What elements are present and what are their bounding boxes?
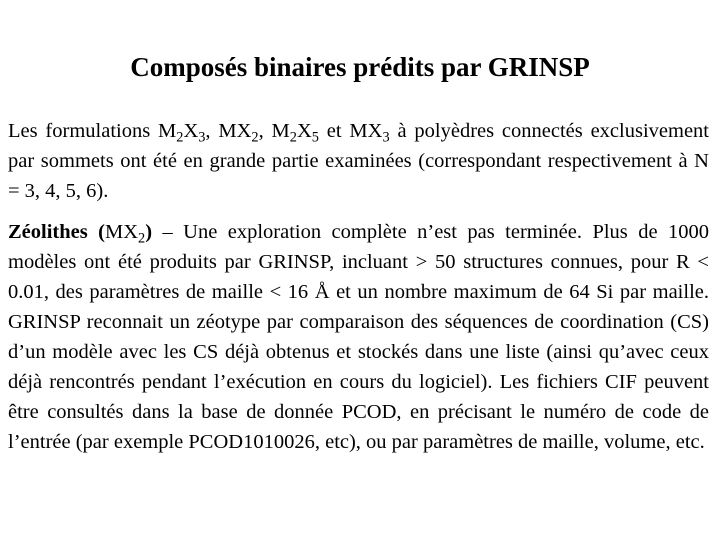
text-segment: et MX bbox=[318, 120, 383, 142]
paragraph-zeolithes bbox=[8, 217, 709, 457]
subscript: 2 bbox=[289, 129, 297, 146]
subscript: 2 bbox=[251, 129, 259, 146]
text-segment: , MX bbox=[205, 120, 252, 142]
text-segment: , M bbox=[258, 120, 290, 142]
subscript: 2 bbox=[138, 230, 146, 247]
paragraph-body: – Une exploration complète n’est pas terminée. Plus de 1000 modèles ont été produits par GRINSP, incluant > 50 structures connues, pour R < 0.01, des paramètres de maille < 16 Å et un nombre maximum de 64 Si par maille. GRINSP reconnait un zéotype par comparaison des séquences de coordination (CS) d’un modèle avec les CS déjà obtenus et stockés dans une liste (ainsi qu’avec ceux déjà rencontrés pendant l’exécution en cours du logiciel). Les fichiers CIF peuvent être consultés dans la base de donnée PCOD, en précisant le numéro de code de l’entrée (par exemple PCOD1010026, etc), ou par paramètres de maille, volume, etc. bbox=[8, 221, 709, 453]
text-segment: X bbox=[296, 120, 312, 142]
slide-title: Composés binaires prédits par GRINSP bbox=[130, 52, 590, 82]
text-segment: Les formulations M bbox=[8, 120, 177, 142]
subscript: 3 bbox=[382, 129, 390, 146]
subscript: 2 bbox=[176, 129, 184, 146]
subscript: 3 bbox=[198, 129, 206, 146]
heading-close: ) bbox=[145, 221, 153, 243]
subscript: 5 bbox=[311, 129, 319, 146]
section-heading: Zéolithes ( bbox=[8, 221, 105, 243]
text-segment: à polyèdres connectés exclusivement par sommets ont été en grande partie examinées (correspondant respectivement à N = 3, 4, 5, 6). bbox=[8, 120, 709, 202]
text-segment: X bbox=[183, 120, 199, 142]
paragraph-formulations bbox=[8, 116, 709, 206]
heading-formula: MX bbox=[104, 221, 139, 243]
